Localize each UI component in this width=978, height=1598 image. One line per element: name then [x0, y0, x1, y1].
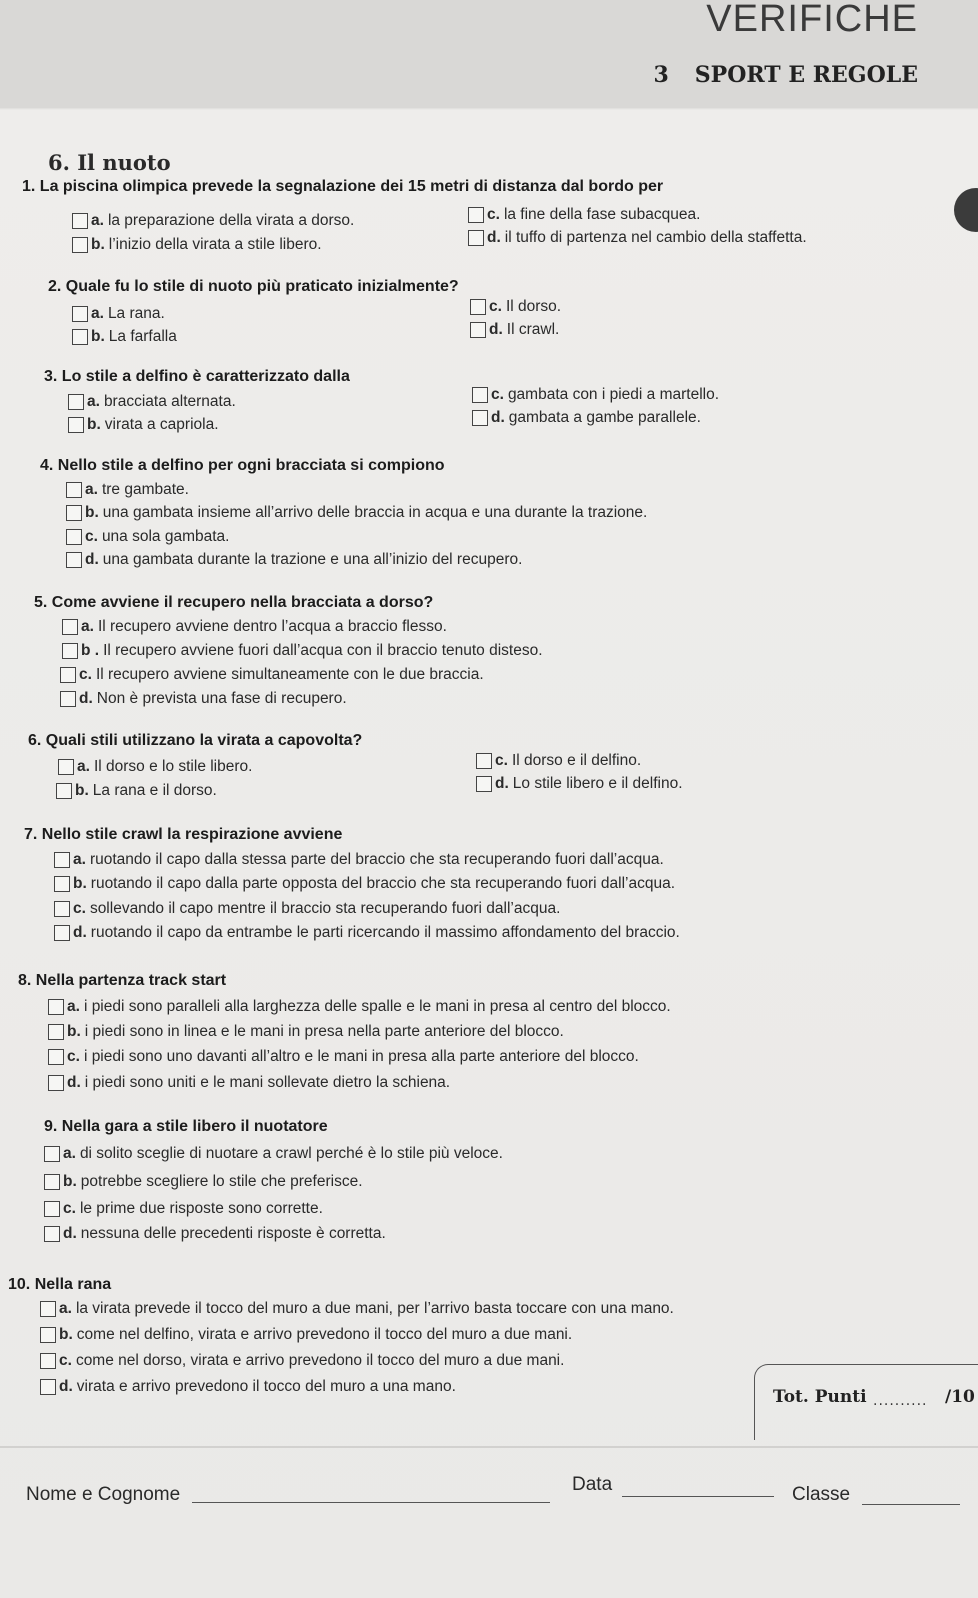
option-10d[interactable]: d. virata e arrivo prevedono il tocco del muro a una mano. — [40, 1378, 456, 1396]
checkbox[interactable] — [60, 667, 76, 683]
checkbox[interactable] — [470, 299, 486, 315]
checkbox[interactable] — [66, 529, 82, 545]
chapter-title: SPORT E REGOLE — [694, 62, 918, 88]
option-4b[interactable]: b. una gambata insieme all’arrivo delle braccia in acqua e una durante la trazione. — [66, 504, 647, 522]
class-field[interactable] — [862, 1504, 960, 1505]
divider — [0, 1446, 978, 1448]
question-1 — [22, 178, 663, 196]
option-2d[interactable]: d. Il crawl. — [470, 321, 559, 339]
option-1d[interactable]: d. il tuffo di partenza nel cambio della staffetta. — [468, 229, 807, 247]
name-label: Nome e Cognome — [26, 1484, 181, 1505]
checkbox[interactable] — [44, 1174, 60, 1190]
option-5a[interactable]: a. Il recupero avviene dentro l’acqua a braccio flesso. — [62, 618, 447, 636]
checkbox[interactable] — [72, 237, 88, 253]
question-9 — [44, 1118, 328, 1136]
question-6 — [28, 732, 362, 750]
question-8 — [18, 972, 226, 990]
page-header-title: VERIFICHE — [706, 0, 918, 40]
checkbox[interactable] — [470, 322, 486, 338]
option-6b[interactable]: b. La rana e il dorso. — [56, 782, 217, 800]
checkbox[interactable] — [468, 230, 484, 246]
checkbox[interactable] — [68, 417, 84, 433]
question-10 — [8, 1276, 111, 1294]
option-3b[interactable]: b. virata a capriola. — [68, 416, 219, 434]
question-title: 1. La piscina olimpica prevede la segnalazione dei 15 metri di distanza dal bordo per — [22, 178, 664, 195]
checkbox[interactable] — [472, 410, 488, 426]
checkbox[interactable] — [40, 1379, 56, 1395]
option-6c[interactable]: c. Il dorso e il delfino. — [476, 752, 641, 770]
checkbox[interactable] — [472, 387, 488, 403]
checkbox[interactable] — [48, 1075, 64, 1091]
option-9b[interactable]: b. potrebbe scegliere lo stile che preferisce. — [44, 1173, 363, 1191]
option-7a[interactable]: a. ruotando il capo dalla stessa parte del braccio che sta recuperando fuori dall’acqua. — [54, 851, 664, 869]
section-title: 6. Il nuoto — [48, 150, 171, 175]
class-label: Classe — [792, 1484, 851, 1505]
option-8d[interactable]: d. i piedi sono uniti e le mani sollevate dietro la schiena. — [48, 1074, 450, 1092]
checkbox[interactable] — [62, 619, 78, 635]
option-9c[interactable]: c. le prime due risposte sono corrette. — [44, 1200, 323, 1218]
option-10c[interactable]: c. come nel dorso, virata e arrivo prevedono il tocco del muro a due mani. — [40, 1352, 564, 1370]
date-label: Data — [572, 1474, 613, 1495]
score-field[interactable]: .......... — [873, 1393, 928, 1409]
question-title: 2. Quale fu lo stile di nuoto più praticato inizialmente? — [48, 278, 459, 295]
checkbox[interactable] — [468, 207, 484, 223]
checkbox[interactable] — [66, 552, 82, 568]
option-4c[interactable]: c. una sola gambata. — [66, 528, 229, 546]
option-5b[interactable]: b . Il recupero avviene fuori dall’acqua con il braccio tenuto disteso. — [62, 642, 543, 660]
option-8a[interactable]: a. i piedi sono paralleli alla larghezza delle spalle e le mani in presa al centro del blocco. — [48, 998, 671, 1016]
checkbox[interactable] — [40, 1301, 56, 1317]
option-9d[interactable]: d. nessuna delle precedenti risposte è corretta. — [44, 1225, 386, 1243]
checkbox[interactable] — [48, 999, 64, 1015]
option-1a[interactable]: a. la preparazione della virata a dorso. — [72, 212, 354, 230]
option-6d[interactable]: d. Lo stile libero e il delfino. — [476, 775, 683, 793]
option-7d[interactable]: d. ruotando il capo da entrambe le parti ricercando il massimo affondamento del braccio. — [54, 924, 680, 942]
checkbox[interactable] — [476, 753, 492, 769]
question-title: 3. Lo stile a delfino è caratterizzato dalla — [44, 368, 350, 385]
question-title: 10. Nella rana — [8, 1276, 112, 1293]
option-2c[interactable]: c. Il dorso. — [470, 298, 561, 316]
name-field[interactable] — [192, 1502, 550, 1503]
option-3a[interactable]: a. bracciata alternata. — [68, 393, 236, 411]
option-9a[interactable]: a. di solito sceglie di nuotare a crawl perché è lo stile più veloce. — [44, 1145, 503, 1163]
checkbox[interactable] — [62, 643, 78, 659]
question-title: 6. Quali stili utilizzano la virata a capovolta? — [28, 732, 363, 749]
checkbox[interactable] — [54, 901, 70, 917]
date-field[interactable] — [622, 1496, 774, 1497]
checkbox[interactable] — [40, 1327, 56, 1343]
option-8c[interactable]: c. i piedi sono uno davanti all’altro e le mani in presa alla parte anteriore del blocco. — [48, 1048, 639, 1066]
checkbox[interactable] — [54, 925, 70, 941]
checkbox[interactable] — [58, 759, 74, 775]
option-7b[interactable]: b. ruotando il capo dalla parte opposta del braccio che sta recuperando fuori dall’acqua. — [54, 875, 675, 893]
page-tab-marker — [954, 188, 978, 232]
option-2b[interactable]: b. La farfalla — [72, 328, 177, 346]
checkbox[interactable] — [54, 876, 70, 892]
checkbox[interactable] — [56, 783, 72, 799]
question-4 — [40, 457, 445, 475]
option-5d[interactable]: d. Non è prevista una fase di recupero. — [60, 690, 347, 708]
option-1c[interactable]: c. la fine della fase subacquea. — [468, 206, 700, 224]
question-title: 4. Nello stile a delfino per ogni bracciata si compiono — [40, 457, 445, 474]
checkbox[interactable] — [48, 1024, 64, 1040]
question-title: 5. Come avviene il recupero nella bracciata a dorso? — [34, 594, 434, 611]
option-4a[interactable]: a. tre gambate. — [66, 481, 189, 499]
checkbox[interactable] — [44, 1201, 60, 1217]
option-1b[interactable]: b. l’inizio della virata a stile libero. — [72, 236, 322, 254]
option-6a[interactable]: a. Il dorso e lo stile libero. — [58, 758, 252, 776]
checkbox[interactable] — [66, 482, 82, 498]
option-4d[interactable]: d. una gambata durante la trazione e una all’inizio del recupero. — [66, 551, 522, 569]
option-10a[interactable]: a. la virata prevede il tocco del muro a due mani, per l’arrivo basta toccare con una mano. — [40, 1300, 674, 1318]
checkbox[interactable] — [72, 329, 88, 345]
option-10b[interactable]: b. come nel delfino, virata e arrivo prevedono il tocco del muro a due mani. — [40, 1326, 572, 1344]
question-title: 7. Nello stile crawl la respirazione avviene — [24, 826, 343, 843]
question-title: 8. Nella partenza track start — [18, 972, 227, 989]
option-3c[interactable]: c. gambata con i piedi a martello. — [472, 386, 719, 404]
option-3d[interactable]: d. gambata a gambe parallele. — [472, 409, 701, 427]
question-5 — [34, 594, 433, 612]
checkbox[interactable] — [40, 1353, 56, 1369]
score-max: /10 — [945, 1387, 975, 1407]
checkbox[interactable] — [48, 1049, 64, 1065]
checkbox[interactable] — [44, 1226, 60, 1242]
question-2 — [48, 278, 459, 296]
checkbox[interactable] — [54, 852, 70, 868]
checkbox[interactable] — [72, 213, 88, 229]
option-2a[interactable]: a. La rana. — [72, 305, 165, 323]
score-box — [754, 1364, 978, 1440]
question-7 — [24, 826, 342, 844]
question-3 — [44, 368, 350, 386]
checkbox[interactable] — [476, 776, 492, 792]
chapter-heading — [653, 62, 918, 88]
checkbox[interactable] — [60, 691, 76, 707]
score-label: Tot. Punti — [773, 1387, 867, 1407]
checkbox[interactable] — [68, 394, 84, 410]
option-7c[interactable]: c. sollevando il capo mentre il braccio sta recuperando fuori dall’acqua. — [54, 900, 560, 918]
checkbox[interactable] — [66, 505, 82, 521]
option-5c[interactable]: c. Il recupero avviene simultaneamente con le due braccia. — [60, 666, 484, 684]
option-8b[interactable]: b. i piedi sono in linea e le mani in presa nella parte anteriore del blocco. — [48, 1023, 564, 1041]
checkbox[interactable] — [72, 306, 88, 322]
question-title: 9. Nella gara a stile libero il nuotatore — [44, 1118, 328, 1135]
chapter-number: 3 — [653, 62, 669, 88]
checkbox[interactable] — [44, 1146, 60, 1162]
